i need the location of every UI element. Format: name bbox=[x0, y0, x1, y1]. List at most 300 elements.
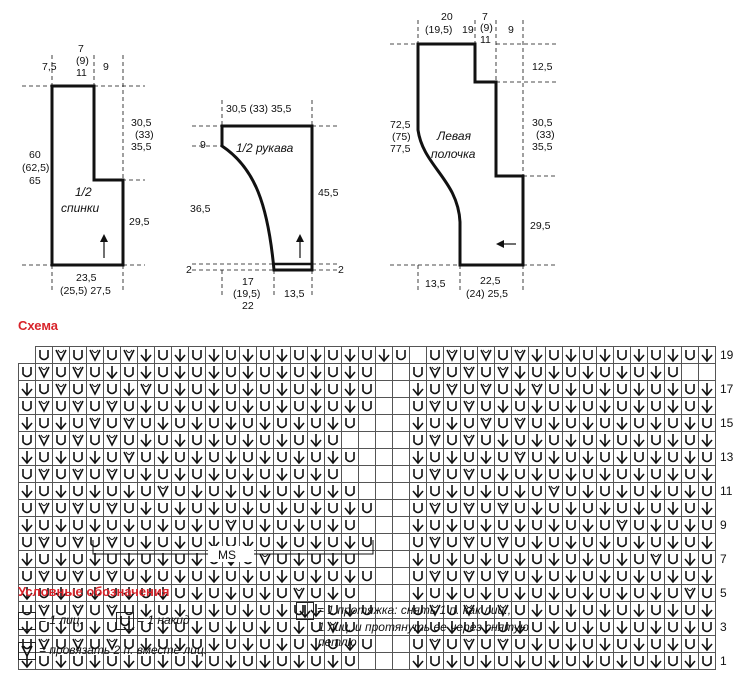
pull-through-symbol bbox=[648, 585, 665, 602]
k2tog-symbol bbox=[461, 466, 478, 483]
yarn-over-symbol bbox=[512, 398, 529, 415]
yarn-over-symbol bbox=[206, 449, 223, 466]
yarn-over-symbol bbox=[546, 602, 563, 619]
pull-through-symbol bbox=[274, 364, 291, 381]
pull-through-symbol bbox=[495, 432, 512, 449]
pull-through-symbol bbox=[274, 381, 291, 398]
pull-through-symbol bbox=[699, 398, 716, 415]
front-right-upper-2: (33) bbox=[536, 129, 555, 141]
pull-through-symbol bbox=[53, 449, 70, 466]
pull-through-symbol bbox=[257, 483, 274, 500]
row-number: 15 bbox=[716, 415, 734, 432]
yarn-over-symbol bbox=[699, 483, 716, 500]
pull-through-symbol bbox=[325, 517, 342, 534]
knit-cell bbox=[376, 466, 393, 483]
yarn-over-symbol bbox=[614, 347, 631, 364]
yarn-over-symbol bbox=[614, 398, 631, 415]
garment-schematics bbox=[0, 0, 588, 310]
knit-cell bbox=[393, 517, 410, 534]
pull-through-symbol bbox=[563, 500, 580, 517]
back-top-c: 9 bbox=[103, 61, 109, 73]
front-bottom-a: 13,5 bbox=[425, 278, 446, 290]
pull-through-symbol bbox=[665, 534, 682, 551]
front-bottom-b2: (24) 25,5 bbox=[466, 288, 509, 300]
pull-through-symbol bbox=[444, 517, 461, 534]
yarn-over-symbol bbox=[155, 466, 172, 483]
row-number bbox=[716, 636, 734, 653]
back-right-upper-2: (33) bbox=[135, 129, 154, 141]
yarn-over-symbol bbox=[648, 534, 665, 551]
pull-through-symbol bbox=[631, 534, 648, 551]
yarn-over-symbol bbox=[478, 534, 495, 551]
front-right-lower: 29,5 bbox=[530, 220, 551, 232]
yarn-over-symbol bbox=[36, 347, 53, 364]
pull-through-symbol bbox=[274, 432, 291, 449]
yarn-over-symbol bbox=[461, 483, 478, 500]
yarn-over-symbol bbox=[87, 602, 104, 619]
back-top-a: 7,5 bbox=[42, 61, 57, 73]
pull-through-symbol bbox=[240, 602, 257, 619]
pull-through-symbol bbox=[257, 585, 274, 602]
knit-cell bbox=[393, 415, 410, 432]
k2tog-symbol bbox=[87, 381, 104, 398]
yarn-over-symbol bbox=[257, 466, 274, 483]
yarn-over-symbol bbox=[665, 449, 682, 466]
yarn-over-symbol bbox=[648, 500, 665, 517]
chart-row bbox=[19, 398, 734, 415]
pull-through-symbol bbox=[19, 551, 36, 568]
yarn-over-symbol bbox=[478, 466, 495, 483]
yarn-over-symbol bbox=[121, 398, 138, 415]
yarn-over-symbol bbox=[580, 534, 597, 551]
row-number: 17 bbox=[716, 381, 734, 398]
k2tog-symbol bbox=[104, 568, 121, 585]
knit-cell bbox=[393, 568, 410, 585]
knit-cell bbox=[393, 398, 410, 415]
pull-through-symbol bbox=[240, 636, 257, 653]
knit-cell bbox=[393, 585, 410, 602]
pull-through-symbol bbox=[189, 619, 206, 636]
pull-through-symbol bbox=[529, 636, 546, 653]
knit-cell bbox=[376, 568, 393, 585]
yarn-over-symbol bbox=[546, 381, 563, 398]
yarn-over-symbol bbox=[427, 347, 444, 364]
yarn-over-symbol bbox=[648, 636, 665, 653]
row-number bbox=[716, 398, 734, 415]
yarn-over-symbol bbox=[682, 466, 699, 483]
yarn-over-symbol bbox=[631, 551, 648, 568]
pull-through-symbol bbox=[189, 483, 206, 500]
pull-through-symbol bbox=[223, 449, 240, 466]
ms-label: MS bbox=[218, 548, 236, 562]
pull-through-symbol bbox=[648, 364, 665, 381]
yarn-over-symbol bbox=[172, 517, 189, 534]
yarn-over-symbol bbox=[580, 636, 597, 653]
yarn-over-symbol bbox=[308, 449, 325, 466]
yarn-over-symbol bbox=[665, 585, 682, 602]
pull-through-symbol bbox=[274, 347, 291, 364]
knit-cell bbox=[393, 432, 410, 449]
yarn-over-symbol bbox=[682, 432, 699, 449]
pull-through-symbol bbox=[648, 517, 665, 534]
yarn-over-symbol bbox=[682, 568, 699, 585]
yarn-over-symbol bbox=[104, 449, 121, 466]
knit-cell bbox=[359, 653, 376, 670]
yarn-over-symbol bbox=[580, 602, 597, 619]
yarn-over-symbol bbox=[546, 500, 563, 517]
row-number: 13 bbox=[716, 449, 734, 466]
pull-through-symbol bbox=[648, 415, 665, 432]
pull-through-symbol bbox=[410, 415, 427, 432]
yarn-over-symbol bbox=[699, 619, 716, 636]
back-left-3: 65 bbox=[29, 175, 41, 187]
knit-cell bbox=[359, 517, 376, 534]
yarn-over-symbol bbox=[359, 398, 376, 415]
front-bottom-b1: 22,5 bbox=[480, 275, 501, 287]
yarn-over-symbol bbox=[70, 347, 87, 364]
yarn-over-symbol bbox=[478, 500, 495, 517]
yarn-over-symbol bbox=[291, 568, 308, 585]
row-number bbox=[716, 534, 734, 551]
yarn-over-symbol bbox=[427, 653, 444, 670]
k2tog-symbol bbox=[104, 466, 121, 483]
yarn-over-symbol bbox=[682, 381, 699, 398]
k2tog-symbol bbox=[461, 500, 478, 517]
pull-through-symbol bbox=[240, 398, 257, 415]
pull-through-symbol bbox=[597, 466, 614, 483]
yarn-over-symbol bbox=[461, 585, 478, 602]
pull-through-symbol bbox=[172, 432, 189, 449]
pull-through-symbol bbox=[325, 449, 342, 466]
row-number bbox=[716, 466, 734, 483]
pull-through-symbol bbox=[223, 483, 240, 500]
pull-through-symbol bbox=[257, 449, 274, 466]
yarn-over-symbol bbox=[291, 432, 308, 449]
pull-through-symbol bbox=[206, 347, 223, 364]
yarn-over-symbol bbox=[444, 398, 461, 415]
pull-through-symbol bbox=[206, 466, 223, 483]
yarn-over-symbol bbox=[631, 585, 648, 602]
yarn-over-symbol bbox=[597, 415, 614, 432]
pull-through-symbol bbox=[597, 602, 614, 619]
pull-through-symbol bbox=[291, 517, 308, 534]
knit-cell bbox=[376, 500, 393, 517]
pull-through-symbol bbox=[138, 364, 155, 381]
scheme-title: Схема bbox=[18, 318, 59, 333]
chart-row bbox=[19, 364, 734, 381]
yarn-over-symbol bbox=[206, 415, 223, 432]
yarn-over-symbol bbox=[563, 585, 580, 602]
yarn-over-symbol bbox=[580, 466, 597, 483]
pull-through-symbol bbox=[546, 619, 563, 636]
yarn-over-symbol bbox=[427, 449, 444, 466]
yarn-over-symbol bbox=[461, 449, 478, 466]
yarn-over-symbol bbox=[325, 347, 342, 364]
yarn-over-symbol bbox=[495, 653, 512, 670]
k2tog-symbol bbox=[427, 500, 444, 517]
pull-through-symbol bbox=[699, 636, 716, 653]
sleeve-top: 30,5 (33) 35,5 bbox=[226, 103, 292, 115]
yarn-over-symbol bbox=[546, 432, 563, 449]
yarn-over-symbol bbox=[699, 517, 716, 534]
yarn-over-symbol bbox=[274, 415, 291, 432]
legend-title: Условные обозначения bbox=[18, 584, 170, 599]
yarn-over-symbol bbox=[53, 500, 70, 517]
pull-through-symbol bbox=[699, 432, 716, 449]
chart-row bbox=[19, 500, 734, 517]
yarn-over-symbol bbox=[87, 568, 104, 585]
yarn-over-symbol bbox=[699, 449, 716, 466]
k2tog-symbol bbox=[495, 534, 512, 551]
yarn-over-symbol bbox=[359, 500, 376, 517]
pull-through-symbol bbox=[682, 483, 699, 500]
yarn-over-symbol bbox=[104, 415, 121, 432]
yarn-over-symbol bbox=[53, 568, 70, 585]
front-right-upper-3: 35,5 bbox=[532, 141, 553, 153]
pull-through-symbol bbox=[274, 466, 291, 483]
pull-through-symbol bbox=[563, 347, 580, 364]
pull-through-symbol bbox=[580, 653, 597, 670]
yarn-over-symbol bbox=[359, 364, 376, 381]
k2tog-symbol bbox=[36, 500, 53, 517]
pull-through-symbol bbox=[546, 517, 563, 534]
legend-pull-through bbox=[296, 602, 529, 650]
knit-cell bbox=[376, 585, 393, 602]
k2tog-symbol bbox=[478, 347, 495, 364]
knit-cell bbox=[376, 398, 393, 415]
yarn-over-symbol bbox=[155, 364, 172, 381]
yarn-over-symbol bbox=[682, 500, 699, 517]
pull-through-symbol bbox=[240, 466, 257, 483]
pull-through-symbol bbox=[410, 551, 427, 568]
row-number: 19 bbox=[716, 347, 734, 364]
pull-through-symbol bbox=[172, 364, 189, 381]
k2tog-symbol bbox=[70, 466, 87, 483]
pull-through-symbol bbox=[376, 347, 393, 364]
k2tog-symbol bbox=[444, 347, 461, 364]
pull-through-symbol bbox=[138, 398, 155, 415]
yarn-over-symbol bbox=[342, 585, 359, 602]
yarn-over-symbol bbox=[444, 500, 461, 517]
legend-pull-through-text-3: петлю bbox=[318, 635, 357, 649]
yarn-over-symbol bbox=[478, 398, 495, 415]
yarn-over-symbol bbox=[563, 653, 580, 670]
k2tog-icon bbox=[18, 642, 36, 660]
yarn-over-symbol bbox=[563, 517, 580, 534]
yarn-over-symbol bbox=[699, 585, 716, 602]
pull-through-symbol bbox=[597, 636, 614, 653]
back-right-upper-3: 35,5 bbox=[131, 141, 152, 153]
pull-through-icon bbox=[296, 602, 314, 620]
yarn-over-symbol bbox=[155, 432, 172, 449]
yarn-over-symbol bbox=[631, 364, 648, 381]
sleeve-label: 1/2 рукава bbox=[236, 141, 294, 155]
knit-cell bbox=[699, 364, 716, 381]
pull-through-symbol bbox=[682, 551, 699, 568]
pull-through-symbol bbox=[138, 568, 155, 585]
pull-through-symbol bbox=[529, 602, 546, 619]
k2tog-symbol bbox=[104, 398, 121, 415]
yarn-over-symbol bbox=[495, 347, 512, 364]
yarn-over-symbol bbox=[189, 568, 206, 585]
knit-cell bbox=[376, 517, 393, 534]
back-left-1: 60 bbox=[29, 149, 41, 161]
yarn-over-symbol bbox=[308, 483, 325, 500]
pull-through-symbol bbox=[478, 551, 495, 568]
yarn-over-symbol bbox=[19, 534, 36, 551]
pull-through-symbol bbox=[665, 466, 682, 483]
k2tog-symbol bbox=[155, 483, 172, 500]
yarn-over-symbol bbox=[342, 653, 359, 670]
pull-through-symbol bbox=[665, 347, 682, 364]
yarn-over-symbol bbox=[291, 381, 308, 398]
yarn-over-symbol bbox=[529, 551, 546, 568]
yarn-over-symbol bbox=[631, 619, 648, 636]
yarn-over-icon bbox=[116, 612, 134, 630]
k2tog-symbol bbox=[427, 364, 444, 381]
pull-through-symbol bbox=[240, 381, 257, 398]
pull-through-symbol bbox=[563, 466, 580, 483]
yarn-over-symbol bbox=[495, 517, 512, 534]
pull-through-symbol bbox=[308, 500, 325, 517]
knit-cell bbox=[393, 534, 410, 551]
pull-through-symbol bbox=[665, 568, 682, 585]
yarn-over-symbol bbox=[563, 483, 580, 500]
front-left-2: (75) bbox=[392, 131, 411, 143]
pull-through-symbol bbox=[699, 500, 716, 517]
pull-through-symbol bbox=[19, 517, 36, 534]
legend-pull-through-text-2: 1 лиц. и протянуть ее через снятую bbox=[318, 620, 529, 634]
yarn-over-symbol bbox=[325, 500, 342, 517]
chart-row bbox=[19, 347, 734, 364]
pull-through-symbol bbox=[614, 585, 631, 602]
sleeve-bottom-a3: 22 bbox=[242, 300, 254, 312]
yarn-over-symbol bbox=[121, 432, 138, 449]
front-top-d: 9 bbox=[508, 24, 514, 36]
yarn-over-symbol bbox=[546, 398, 563, 415]
yarn-over-symbol bbox=[665, 415, 682, 432]
pull-through-symbol bbox=[597, 398, 614, 415]
yarn-over-symbol bbox=[87, 432, 104, 449]
yarn-over-symbol bbox=[189, 381, 206, 398]
yarn-over-symbol bbox=[410, 466, 427, 483]
knit-cell bbox=[393, 551, 410, 568]
yarn-over-symbol bbox=[359, 347, 376, 364]
yarn-over-symbol bbox=[19, 398, 36, 415]
pull-through-symbol bbox=[291, 449, 308, 466]
pull-through-symbol bbox=[87, 619, 104, 636]
yarn-over-symbol bbox=[206, 517, 223, 534]
pull-through-symbol bbox=[206, 381, 223, 398]
yarn-over-symbol bbox=[597, 449, 614, 466]
yarn-over-symbol bbox=[648, 602, 665, 619]
yarn-over-symbol bbox=[325, 398, 342, 415]
k2tog-symbol bbox=[512, 347, 529, 364]
k2tog-symbol bbox=[70, 534, 87, 551]
chart-row bbox=[19, 517, 734, 534]
yarn-over-symbol bbox=[648, 568, 665, 585]
yarn-over-symbol bbox=[291, 347, 308, 364]
yarn-over-symbol bbox=[393, 347, 410, 364]
pull-through-symbol bbox=[444, 449, 461, 466]
yarn-over-symbol bbox=[461, 551, 478, 568]
pull-through-symbol bbox=[597, 534, 614, 551]
yarn-over-symbol bbox=[495, 415, 512, 432]
legend-knit-text: = 1 лиц. bbox=[39, 613, 83, 628]
front-label-2: полочка bbox=[431, 147, 476, 161]
yarn-over-symbol bbox=[529, 364, 546, 381]
k2tog-symbol bbox=[512, 449, 529, 466]
pull-through-symbol bbox=[325, 483, 342, 500]
k2tog-symbol bbox=[444, 381, 461, 398]
pull-through-symbol bbox=[682, 449, 699, 466]
pull-through-symbol bbox=[699, 347, 716, 364]
yarn-over-symbol bbox=[19, 432, 36, 449]
yarn-over-symbol bbox=[36, 381, 53, 398]
front-top-b: 19 bbox=[462, 24, 474, 36]
yarn-over-symbol bbox=[274, 619, 291, 636]
pull-through-symbol bbox=[597, 381, 614, 398]
pull-through-symbol bbox=[53, 517, 70, 534]
pull-through-symbol bbox=[699, 534, 716, 551]
yarn-over-symbol bbox=[36, 415, 53, 432]
yarn-over-symbol bbox=[70, 449, 87, 466]
pull-through-symbol bbox=[563, 398, 580, 415]
pull-through-symbol bbox=[410, 653, 427, 670]
yarn-over-symbol bbox=[87, 364, 104, 381]
yarn-over-symbol bbox=[665, 364, 682, 381]
yarn-over-symbol bbox=[172, 483, 189, 500]
back-top-b3: 11 bbox=[76, 67, 87, 79]
yarn-over-symbol bbox=[223, 364, 240, 381]
pull-through-symbol bbox=[325, 415, 342, 432]
pull-through-symbol bbox=[240, 568, 257, 585]
yarn-over-symbol bbox=[529, 653, 546, 670]
yarn-over-symbol bbox=[155, 500, 172, 517]
front-label-1: Левая bbox=[437, 129, 471, 143]
yarn-over-symbol bbox=[427, 517, 444, 534]
k2tog-symbol bbox=[121, 415, 138, 432]
k2tog-symbol bbox=[427, 534, 444, 551]
pull-through-symbol bbox=[206, 636, 223, 653]
yarn-over-symbol bbox=[155, 398, 172, 415]
yarn-over-symbol bbox=[291, 500, 308, 517]
yarn-over-symbol bbox=[529, 449, 546, 466]
k2tog-symbol bbox=[461, 568, 478, 585]
yarn-over-symbol bbox=[495, 381, 512, 398]
knit-cell bbox=[393, 500, 410, 517]
yarn-over-symbol bbox=[597, 551, 614, 568]
pull-through-symbol bbox=[546, 364, 563, 381]
pull-through-symbol bbox=[682, 619, 699, 636]
knit-cell bbox=[376, 432, 393, 449]
sleeve-left-mid: 36,5 bbox=[190, 203, 211, 215]
knit-cell bbox=[376, 381, 393, 398]
row-number: 3 bbox=[716, 619, 734, 636]
pull-through-symbol bbox=[206, 398, 223, 415]
pull-through-symbol bbox=[699, 568, 716, 585]
front-right-upper-1: 30,5 bbox=[532, 117, 553, 129]
sleeve-cuff-right: 2 bbox=[338, 264, 344, 276]
front-top-a2: (19,5) bbox=[425, 24, 453, 36]
yarn-over-symbol bbox=[19, 500, 36, 517]
yarn-over-symbol bbox=[104, 347, 121, 364]
pull-through-symbol bbox=[274, 568, 291, 585]
pull-through-symbol bbox=[580, 415, 597, 432]
k2tog-symbol bbox=[121, 449, 138, 466]
yarn-over-symbol bbox=[665, 517, 682, 534]
front-left-1: 72,5 bbox=[390, 119, 411, 131]
